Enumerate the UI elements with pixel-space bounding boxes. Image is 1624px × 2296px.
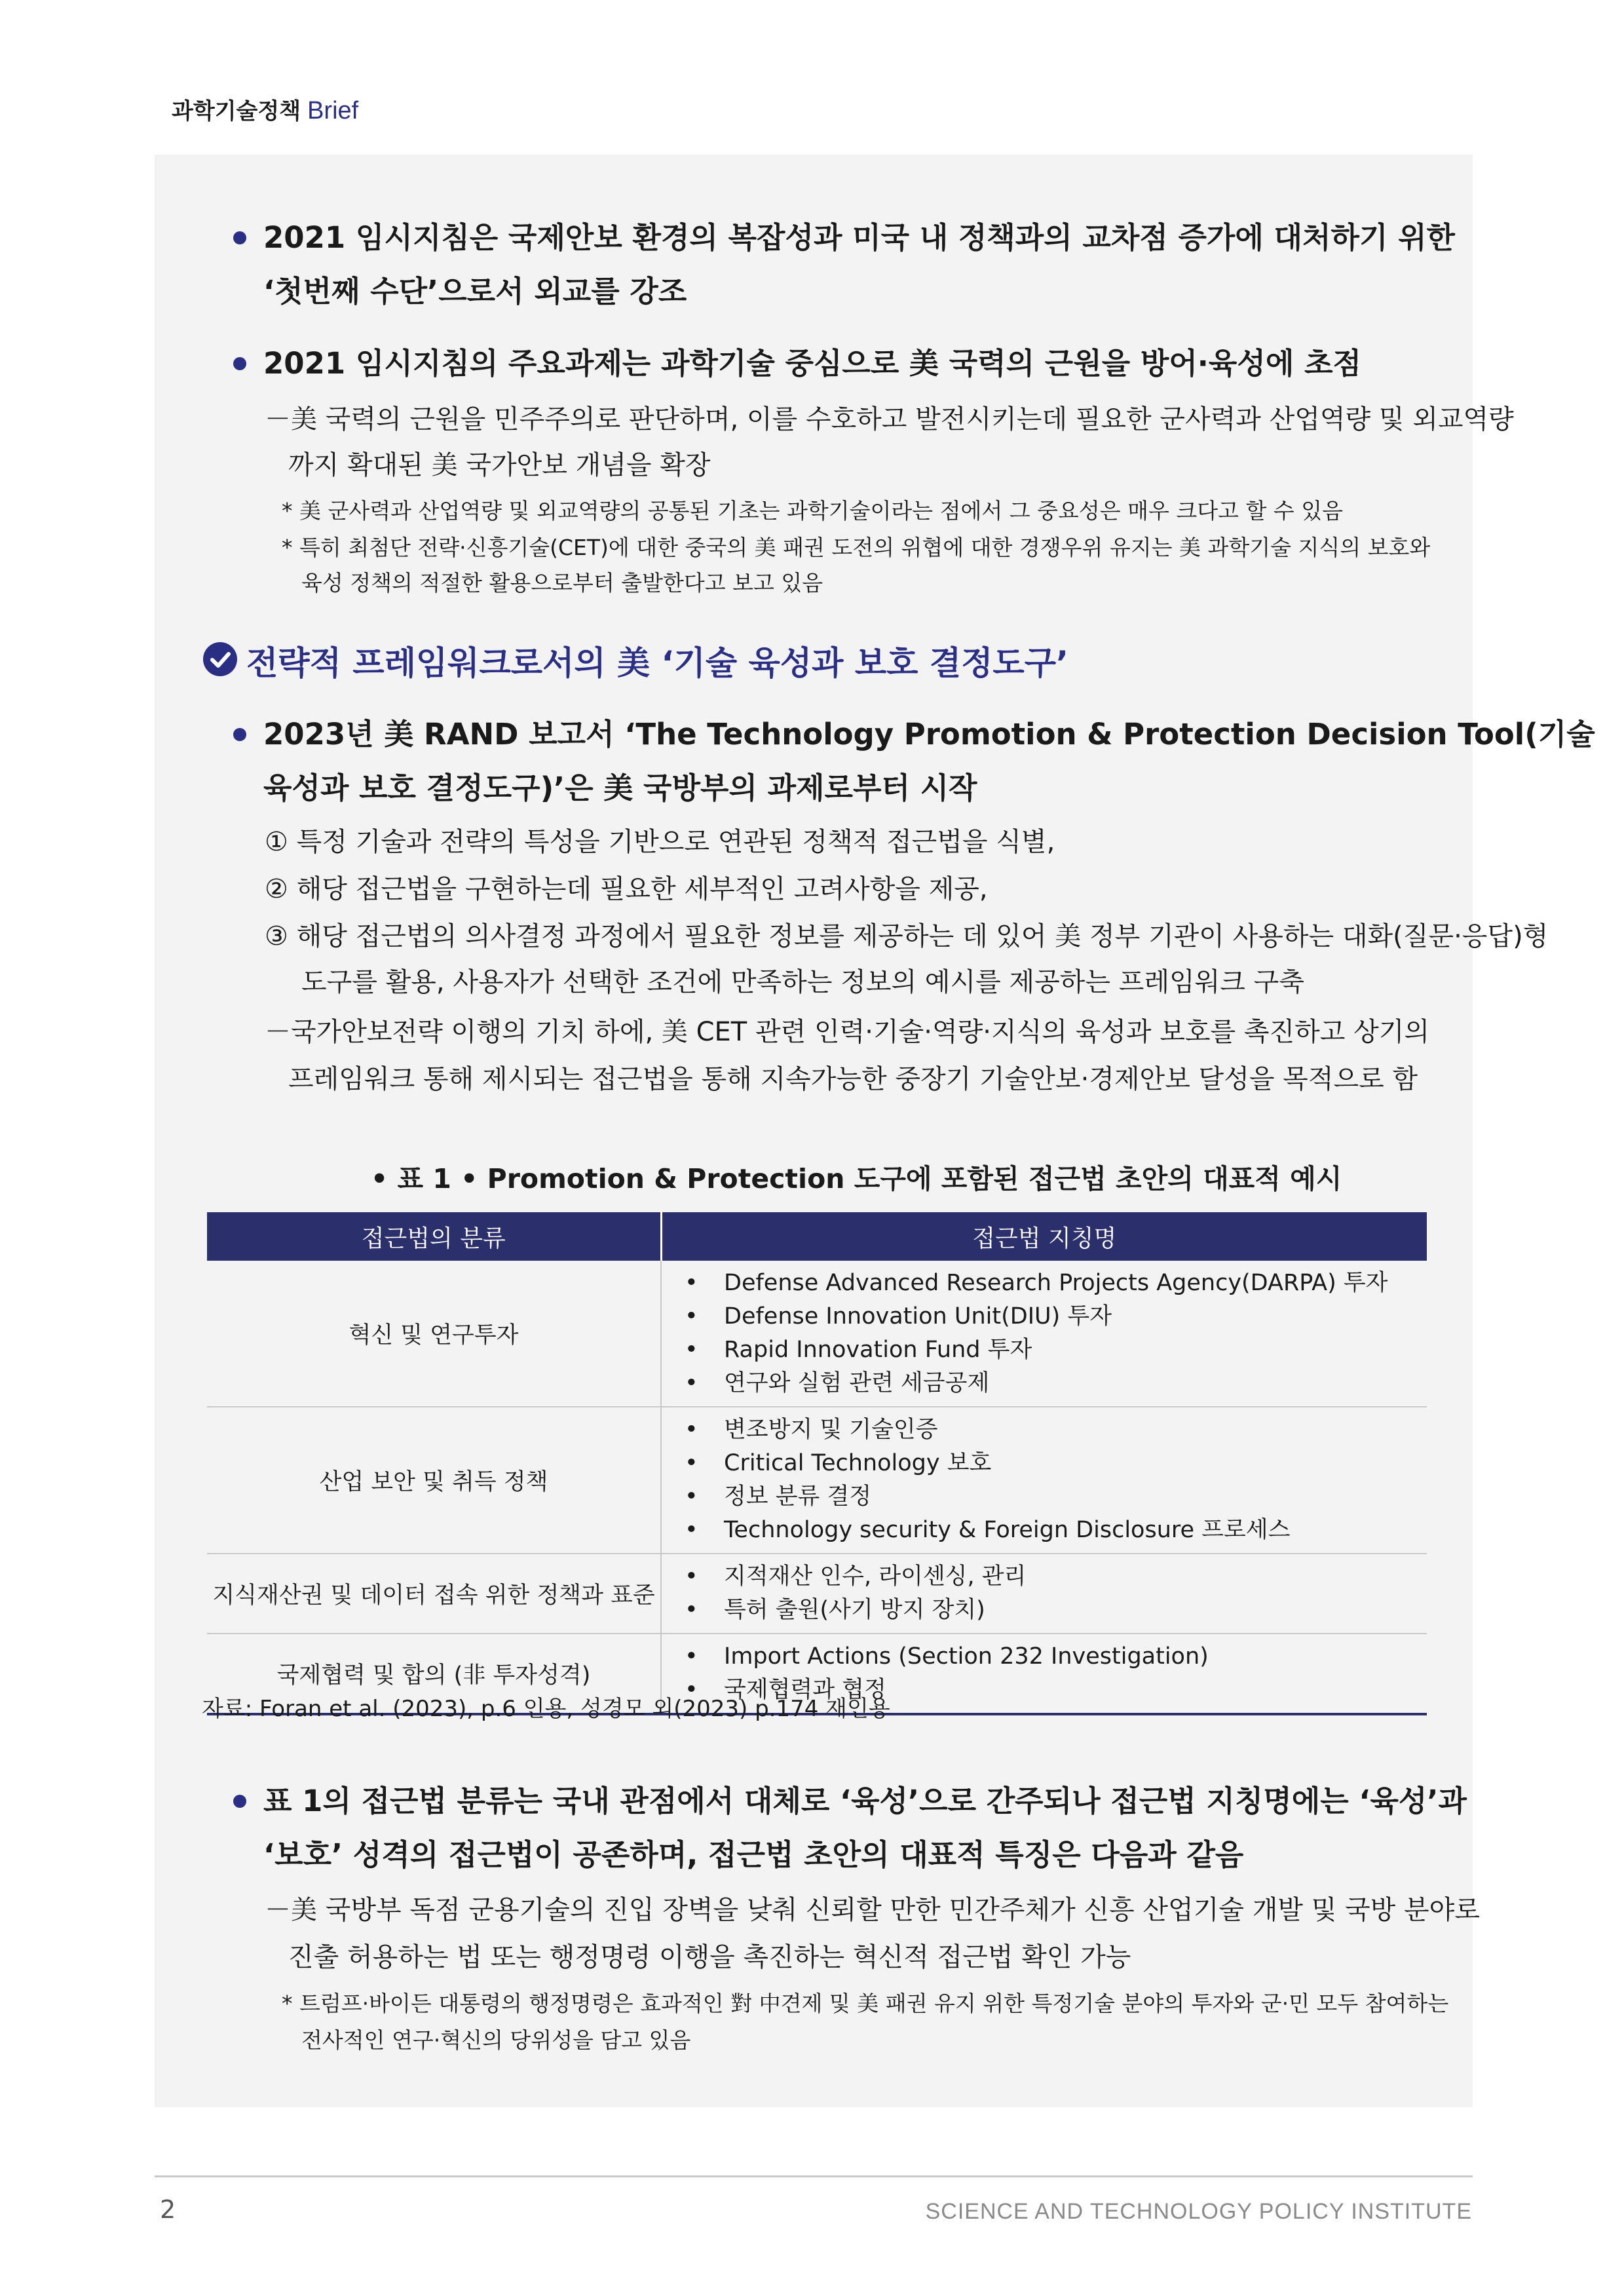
- s3-note1-line2: 전사적인 연구·혁신의 당위성을 담고 있음: [301, 2027, 691, 2053]
- table-cell-items: [661, 1407, 1427, 1554]
- s2-item2: ② 해당 접근법을 구현하는데 필요한 세부적인 고려사항을 제공,: [265, 874, 988, 904]
- bullet-dot: [233, 231, 246, 244]
- page-number: 2: [160, 2195, 176, 2224]
- check-circle-icon: [203, 642, 237, 676]
- s3-bullet1-line1: 표 1의 접근법 분류는 국내 관점에서 대체로 ‘육성’으로 간주되나 접근법 지칭명에는 ‘육성’과: [263, 1784, 1467, 1818]
- footer-org: SCIENCE AND TECHNOLOGY POLICY INSTITUTE: [925, 2199, 1472, 2224]
- table-item: • Critical Technology 보호: [685, 1447, 1426, 1480]
- table-item: • Defense Advanced Research Projects Agency(DARPA) 투자: [685, 1267, 1426, 1300]
- table-item: • Import Actions (Section 232 Investigation): [685, 1640, 1426, 1674]
- header: [172, 93, 358, 125]
- table-cell-items: [661, 1554, 1427, 1634]
- table-cell-items: [661, 1261, 1427, 1407]
- table-item: • 국제협력과 협정: [685, 1674, 1426, 1707]
- table-header-row: [207, 1212, 1427, 1261]
- s1-bullet1-line1: 2021 임시지침은 국제안보 환경의 복잡성과 미국 내 정책과의 교차점 증가에 대처하기 위한: [263, 220, 1456, 255]
- table-cell-category: 국제협력 및 합의 (非 투자성격): [207, 1634, 661, 1714]
- s2-bullet1-line2: 육성과 보호 결정도구)’은 美 국방부의 과제로부터 시작: [263, 771, 977, 805]
- table-item: • Rapid Innovation Fund 투자: [685, 1333, 1426, 1367]
- s1-note2-line2: 육성 정책의 적절한 활용으로부터 출발한다고 보고 있음: [301, 570, 823, 596]
- s1-note2-line1: * 특히 최첨단 전략·신흥기술(CET)에 대한 중국의 美 패권 도전의 위협에 대한 경쟁우위 유지는 美 과학기술 지식의 보호와: [282, 535, 1431, 560]
- s1-bullet1-line2: ‘첫번째 수단’으로서 외교를 강조: [263, 274, 687, 309]
- s2-item3-line1: ③ 해당 접근법의 의사결정 과정에서 필요한 정보를 제공하는 데 있어 美 정부 기관이 사용하는 대화(질문·응답)형: [265, 921, 1549, 951]
- bullet-dot: [233, 1795, 246, 1808]
- table-item: • Defense Innovation Unit(DIU) 투자: [685, 1300, 1426, 1333]
- s1-dash1-line1: －美 국력의 근원을 민주주의로 판단하며, 이를 수호하고 발전시키는데 필요한 군사력과 산업역량 및 외교역량: [265, 404, 1514, 434]
- table-cell-category: 지식재산권 및 데이터 접속 위한 정책과 표준: [207, 1554, 661, 1634]
- header-title: 과학기술정책: [172, 98, 301, 124]
- table-item: • Technology security & Foreign Disclosure 프로세스: [685, 1514, 1426, 1547]
- header-brief: Brief: [307, 97, 359, 124]
- approach-table: [207, 1212, 1427, 1715]
- s1-bullet2-line1: 2021 임시지침의 주요과제는 과학기술 중심으로 美 국력의 근원을 방어·육성에 초점: [263, 346, 1361, 381]
- s2-dash1-line2: 프레임워크 통해 제시되는 접근법을 통해 지속가능한 중장기 기술안보·경제안보 달성을 목적으로 함: [288, 1064, 1418, 1094]
- bullet-dot: [233, 728, 246, 741]
- table-item: • 연구와 실험 관련 세금공제: [685, 1367, 1426, 1400]
- table-item: • 특허 출원(사기 방지 장치): [685, 1594, 1426, 1627]
- table-cell-category: 혁신 및 연구투자: [207, 1261, 661, 1407]
- table-source: 자료: Foran et al. (2023), p.6 인용, 성경모 외(2023) p.174 재인용: [202, 1696, 890, 1722]
- s3-dash1-line1: －美 국방부 독점 군용기술의 진입 장벽을 낮춰 신뢰할 만한 민간주체가 신흥 산업기술 개발 및 국방 분야로: [265, 1895, 1480, 1925]
- table-item: • 정보 분류 결정: [685, 1480, 1426, 1514]
- table-item: • 지적재산 인수, 라이센싱, 관리: [685, 1560, 1426, 1594]
- s3-bullet1-line2: ‘보호’ 성격의 접근법이 공존하며, 접근법 초안의 대표적 특징은 다음과 같음: [263, 1837, 1244, 1872]
- s2-bullet1-line1: 2023년 美 RAND 보고서 ‘The Technology Promotion & Protection Decision Tool(기술: [263, 717, 1595, 752]
- table-cell-category: 산업 보안 및 취득 정책: [207, 1407, 661, 1554]
- bullet-dot: [233, 357, 246, 370]
- s2-item1: ① 특정 기술과 전략의 특성을 기반으로 연관된 정책적 접근법을 식별,: [265, 827, 1055, 857]
- s3-dash1-line2: 진출 허용하는 법 또는 행정명령 이행을 촉진하는 혁신적 접근법 확인 가능: [288, 1942, 1131, 1972]
- s1-dash1-line2: 까지 확대된 美 국가안보 개념을 확장: [288, 450, 711, 480]
- table-row: [207, 1554, 1427, 1634]
- table-row: [207, 1261, 1427, 1407]
- s3-note1-line1: * 트럼프·바이든 대통령의 행정명령은 효과적인 對 中견제 및 美 패권 유지 위한 특정기술 분야의 투자와 군·민 모두 참여하는: [282, 1991, 1449, 2016]
- table-row: [207, 1407, 1427, 1554]
- footer-divider: [155, 2175, 1473, 2177]
- table-header-category: 접근법의 분류: [207, 1212, 661, 1261]
- s2-item3-line2: 도구를 활용, 사용자가 선택한 조건에 만족하는 정보의 예시를 제공하는 프레임워크 구축: [301, 967, 1304, 997]
- section2-title: 전략적 프레임워크로서의 美 ‘기술 육성과 보호 결정도구’: [246, 644, 1069, 682]
- table-caption: • 표 1 • Promotion & Protection 도구에 포함된 접근법 초안의 대표적 예시: [371, 1163, 1342, 1195]
- s2-dash1-line1: －국가안보전략 이행의 기치 하에, 美 CET 관련 인력·기술·역량·지식의 육성과 보호를 촉진하고 상기의: [265, 1017, 1430, 1047]
- s1-note1: * 美 군사력과 산업역량 및 외교역량의 공통된 기초는 과학기술이라는 점에서 그 중요성은 매우 크다고 할 수 있음: [282, 498, 1343, 524]
- table-header-names: 접근법 지칭명: [661, 1212, 1427, 1261]
- table-item: • 변조방지 및 기술인증: [685, 1413, 1426, 1447]
